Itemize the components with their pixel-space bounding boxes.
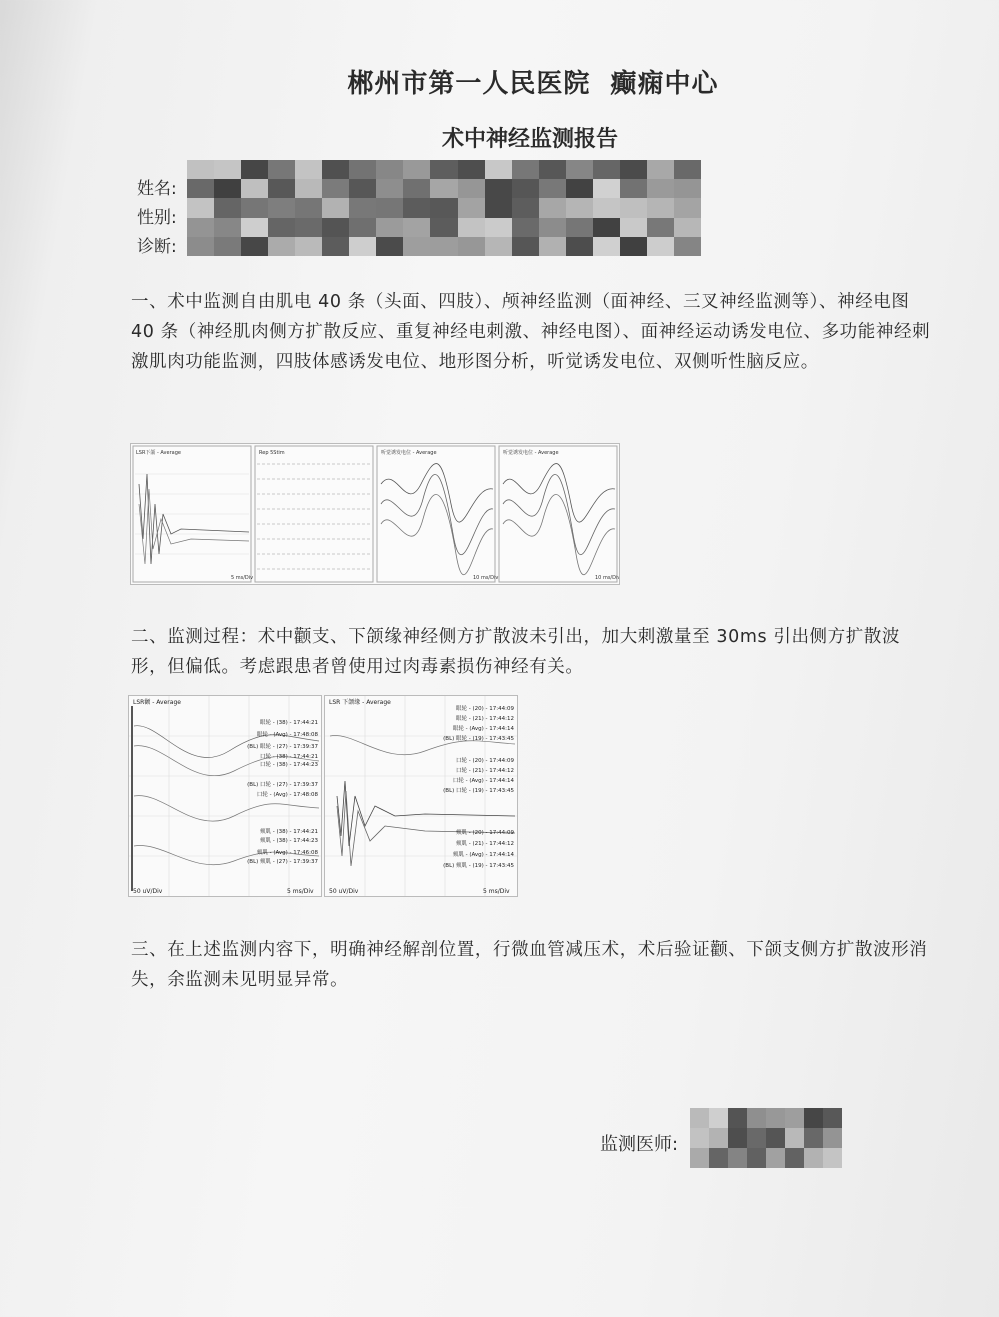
- trace-label: (BL) 颏肌 - (27) - 17:39:37: [247, 859, 318, 865]
- panel-2: [255, 446, 373, 582]
- trace-label: (BL) 口轮 - (19) - 17:43:45: [443, 788, 514, 794]
- lsr-right-title: LSR 下颌缘 - Average: [329, 699, 391, 706]
- section-one-text: 一、术中监测自由肌电 40 条（头面、四肢）、颅神经监测（面神经、三叉神经监测等）、神经电图 40 条（神经肌肉侧方扩散反应、重复神经电刺激、神经电图）、面神经运动诱发电位、多功能神经刺激肌肉功能监测，四肢体感诱发电位、地形图分析，听觉诱发电位、双侧听性脑反应。: [131, 292, 931, 372]
- lsr-figure-right: [324, 695, 518, 897]
- trace-label: 口轮 - (38) - 17:44:21: [260, 754, 318, 760]
- waveform-panels-row1: [131, 444, 619, 584]
- panel-4-title: 听觉诱发电位 - Average: [503, 450, 559, 456]
- panel-3-scale: 10 ms/Div: [473, 575, 499, 581]
- panel-1-scale: 5 ms/Div: [231, 575, 254, 581]
- lsr-right-plot: [325, 696, 517, 896]
- trace-label: 颏肌 - (21) - 17:44:12: [456, 841, 514, 847]
- redacted-patient-info: [187, 160, 701, 256]
- panel-1-title: LSR下颌 - Average: [136, 450, 181, 456]
- lsr-figure-left: [128, 695, 322, 897]
- trace-label: 颏肌 - (Avg) - 17:46:08: [256, 850, 318, 856]
- lsr-left-scale-left: 50 uV/Div: [133, 888, 163, 895]
- section-three-text: 三、在上述监测内容下，明确神经解剖位置，行微血管减压术，术后验证颧、下颌支侧方扩散波形消失，余监测未见明显异常。: [131, 940, 928, 990]
- gender-label: 性别:: [137, 208, 177, 228]
- diagnosis-label: 诊断:: [137, 237, 177, 257]
- trace-label: 颏肌 - (38) - 17:44:23: [260, 838, 318, 844]
- center-name: 癫痫中心: [610, 69, 719, 99]
- panel-2-title: Rep 5Stim: [259, 450, 285, 456]
- trace-label: 眼轮 - (Avg) - 17:48:08: [256, 732, 318, 738]
- panel-3: [377, 446, 498, 582]
- name-label: 姓名:: [137, 179, 177, 199]
- trace-label: 颏肌 - (20) - 17:44:09: [456, 830, 514, 836]
- panel-4-scale: 10 ms/Div: [595, 575, 619, 581]
- lsr-right-scale-right: 5 ms/Div: [483, 888, 510, 895]
- panel-4: [499, 446, 619, 582]
- lsr-left-plot: [129, 696, 321, 896]
- panel-3-title: 听觉诱发电位 - Average: [381, 450, 437, 456]
- trace-label: 口轮 - (Avg) - 17:48:08: [256, 792, 318, 798]
- lsr-right-scale-left: 50 uV/Div: [329, 888, 359, 895]
- trace-label: (BL) 眼轮 - (27) - 17:39:37: [247, 744, 318, 750]
- hospital-name: 郴州市第一人民医院: [347, 69, 591, 99]
- trace-label: 眼轮 - (38) - 17:44:21: [260, 720, 318, 726]
- report-title: 术中神经监测报告: [441, 127, 618, 152]
- trace-label: 口轮 - (20) - 17:44:09: [456, 758, 514, 764]
- redacted-signature: [690, 1108, 842, 1168]
- trace-label: 口轮 - (38) - 17:44:23: [260, 762, 318, 768]
- trace-label: 眼轮 - (20) - 17:44:09: [456, 706, 514, 712]
- trace-label: (BL) 眼轮 - (19) - 17:43:45: [443, 736, 514, 742]
- trace-label: (BL) 颏肌 - (19) - 17:43:45: [443, 863, 514, 869]
- section-two-text: 二、监测过程：术中颧支、下颌缘神经侧方扩散波未引出，加大刺激量至 30ms 引出侧方扩散波形，但偏低。考虑跟患者曾使用过肉毒素损伤神经有关。: [131, 627, 901, 677]
- trace-label: 颏肌 - (Avg) - 17:44:14: [452, 852, 514, 858]
- monitoring-figure-row1: [130, 443, 620, 585]
- panel-1: [133, 446, 253, 582]
- lsr-left-title: LSR颧 - Average: [133, 699, 181, 706]
- trace-label: 口轮 - (Avg) - 17:44:14: [452, 778, 514, 784]
- trace-label: (BL) 口轮 - (27) - 17:39:37: [247, 782, 318, 788]
- trace-label: 眼轮 - (Avg) - 17:44:14: [452, 726, 514, 732]
- trace-label: 口轮 - (21) - 17:44:12: [456, 768, 514, 774]
- trace-label: 眼轮 - (21) - 17:44:12: [456, 716, 514, 722]
- trace-label: 颏肌 - (38) - 17:44:21: [260, 829, 318, 835]
- hospital-title: [0, 63, 999, 100]
- lsr-left-scale-right: 5 ms/Div: [287, 888, 314, 895]
- doctor-signature-label: 监测医师:: [600, 1134, 679, 1155]
